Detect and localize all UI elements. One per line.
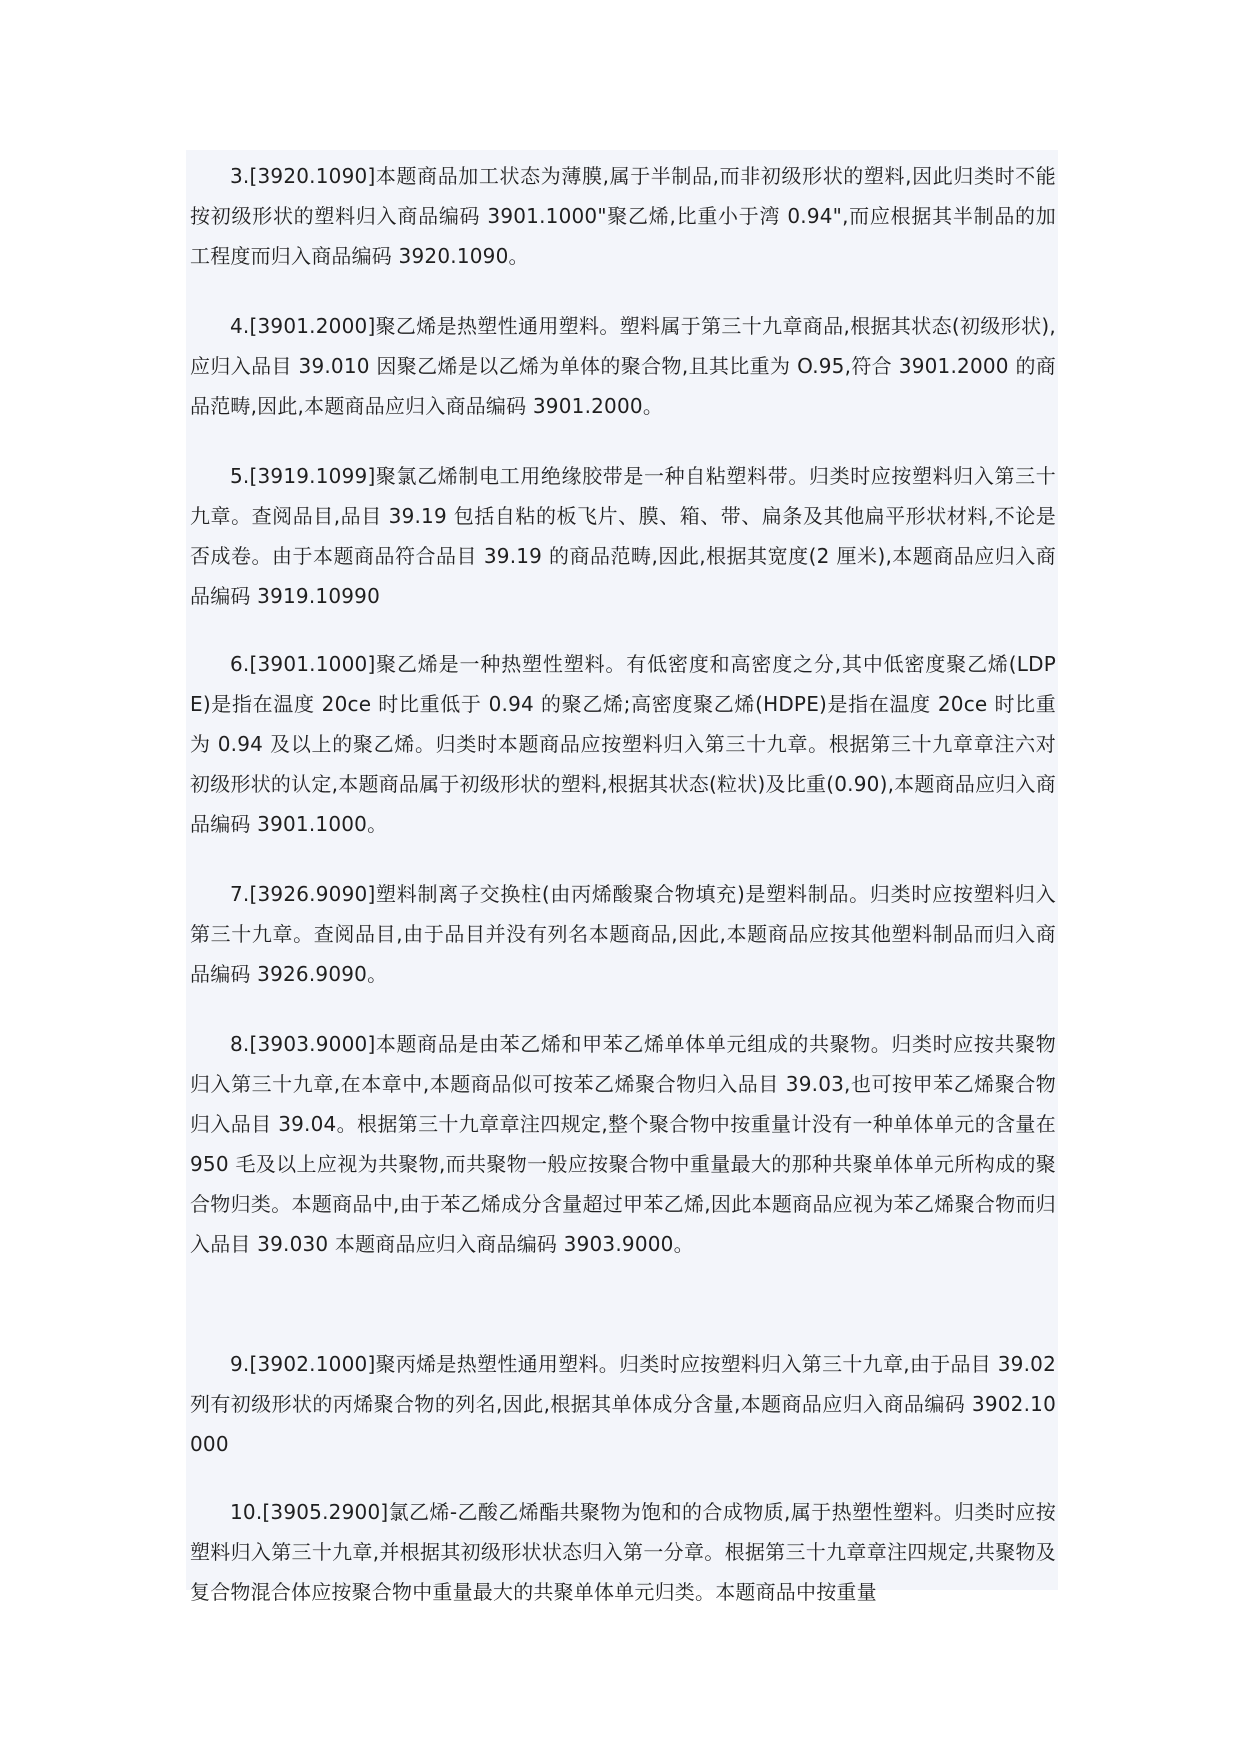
paragraph-item-3: 3.[3920.1090]本题商品加工状态为薄膜,属于半制品,而非初级形状的塑料,因此归类时不能按初级形状的塑料归入商品编码 3901.1000"聚乙烯,比重小于湾 0.94",而应根据其半制品的加工程度而归入商品编码 3920.1090。 [190, 164, 1056, 268]
paragraph-item-5: 5.[3919.1099]聚氯乙烯制电工用绝缘胶带是一种自粘塑料带。归类时应按塑料归入第三十九章。查阅品目,品目 39.19 包括自粘的板飞片、膜、箱、带、扁条及其他扁平形状材料,不论是否成卷。由于本题商品符合品目 39.19 的商品范畴,因此,根据其宽度(2 厘米),本题商品应归入商品编码 3919.10990 [190, 464, 1056, 608]
paragraph-item-7: 7.[3926.9090]塑料制离子交换柱(由丙烯酸聚合物填充)是塑料制品。归类时应按塑料归入第三十九章。查阅品目,由于品目并没有列名本题商品,因此,本题商品应按其他塑料制品而归入商品编码 3926.9090。 [190, 882, 1056, 986]
paragraph-item-4: 4.[3901.2000]聚乙烯是热塑性通用塑料。塑料属于第三十九章商品,根据其状态(初级形状),应归入品目 39.010 因聚乙烯是以乙烯为单体的聚合物,且其比重为 O.95,符合 3901.2000 的商品范畴,因此,本题商品应归入商品编码 3901.2000。 [190, 314, 1056, 418]
paragraph-item-10: 10.[3905.2900]氯乙烯-乙酸乙烯酯共聚物为饱和的合成物质,属于热塑性塑料。归类时应按塑料归入第三十九章,并根据其初级形状状态归入第一分章。根据第三十九章章注四规定,共聚物及复合物混合体应按聚合物中重量最大的共聚单体单元归类。本题商品中按重量 [190, 1500, 1056, 1604]
paragraph-item-6: 6.[3901.1000]聚乙烯是一种热塑性塑料。有低密度和高密度之分,其中低密度聚乙烯(LDPE)是指在温度 20ce 时比重低于 0.94 的聚乙烯;高密度聚乙烯(HDPE)是指在温度 20ce 时比重为 0.94 及以上的聚乙烯。归类时本题商品应按塑料归入第三十九章。根据第三十九章章注六对初级形状的认定,本题商品属于初级形状的塑料,根据其状态(粒状)及比重(0.90),本题商品应归入商品编码 3901.1000。 [190, 652, 1056, 836]
paragraph-item-9: 9.[3902.1000]聚丙烯是热塑性通用塑料。归类时应按塑料归入第三十九章,由于品目 39.02 列有初级形状的丙烯聚合物的列名,因此,根据其单体成分含量,本题商品应归入商品编码 3902.10000 [190, 1352, 1056, 1456]
paragraph-item-8: 8.[3903.9000]本题商品是由苯乙烯和甲苯乙烯单体单元组成的共聚物。归类时应按共聚物归入第三十九章,在本章中,本题商品似可按苯乙烯聚合物归入品目 39.03,也可按甲苯乙烯聚合物归入品目 39.04。根据第三十九章章注四规定,整个聚合物中按重量计没有一种单体单元的含量在 950 毛及以上应视为共聚物,而共聚物一般应按聚合物中重量最大的那种共聚单体单元所构成的聚合物归类。本题商品中,由于苯乙烯成分含量超过甲苯乙烯,因此本题商品应视为苯乙烯聚合物而归入品目 39.030 本题商品应归入商品编码 3903.9000。 [190, 1032, 1056, 1256]
document-body [186, 150, 1058, 1604]
